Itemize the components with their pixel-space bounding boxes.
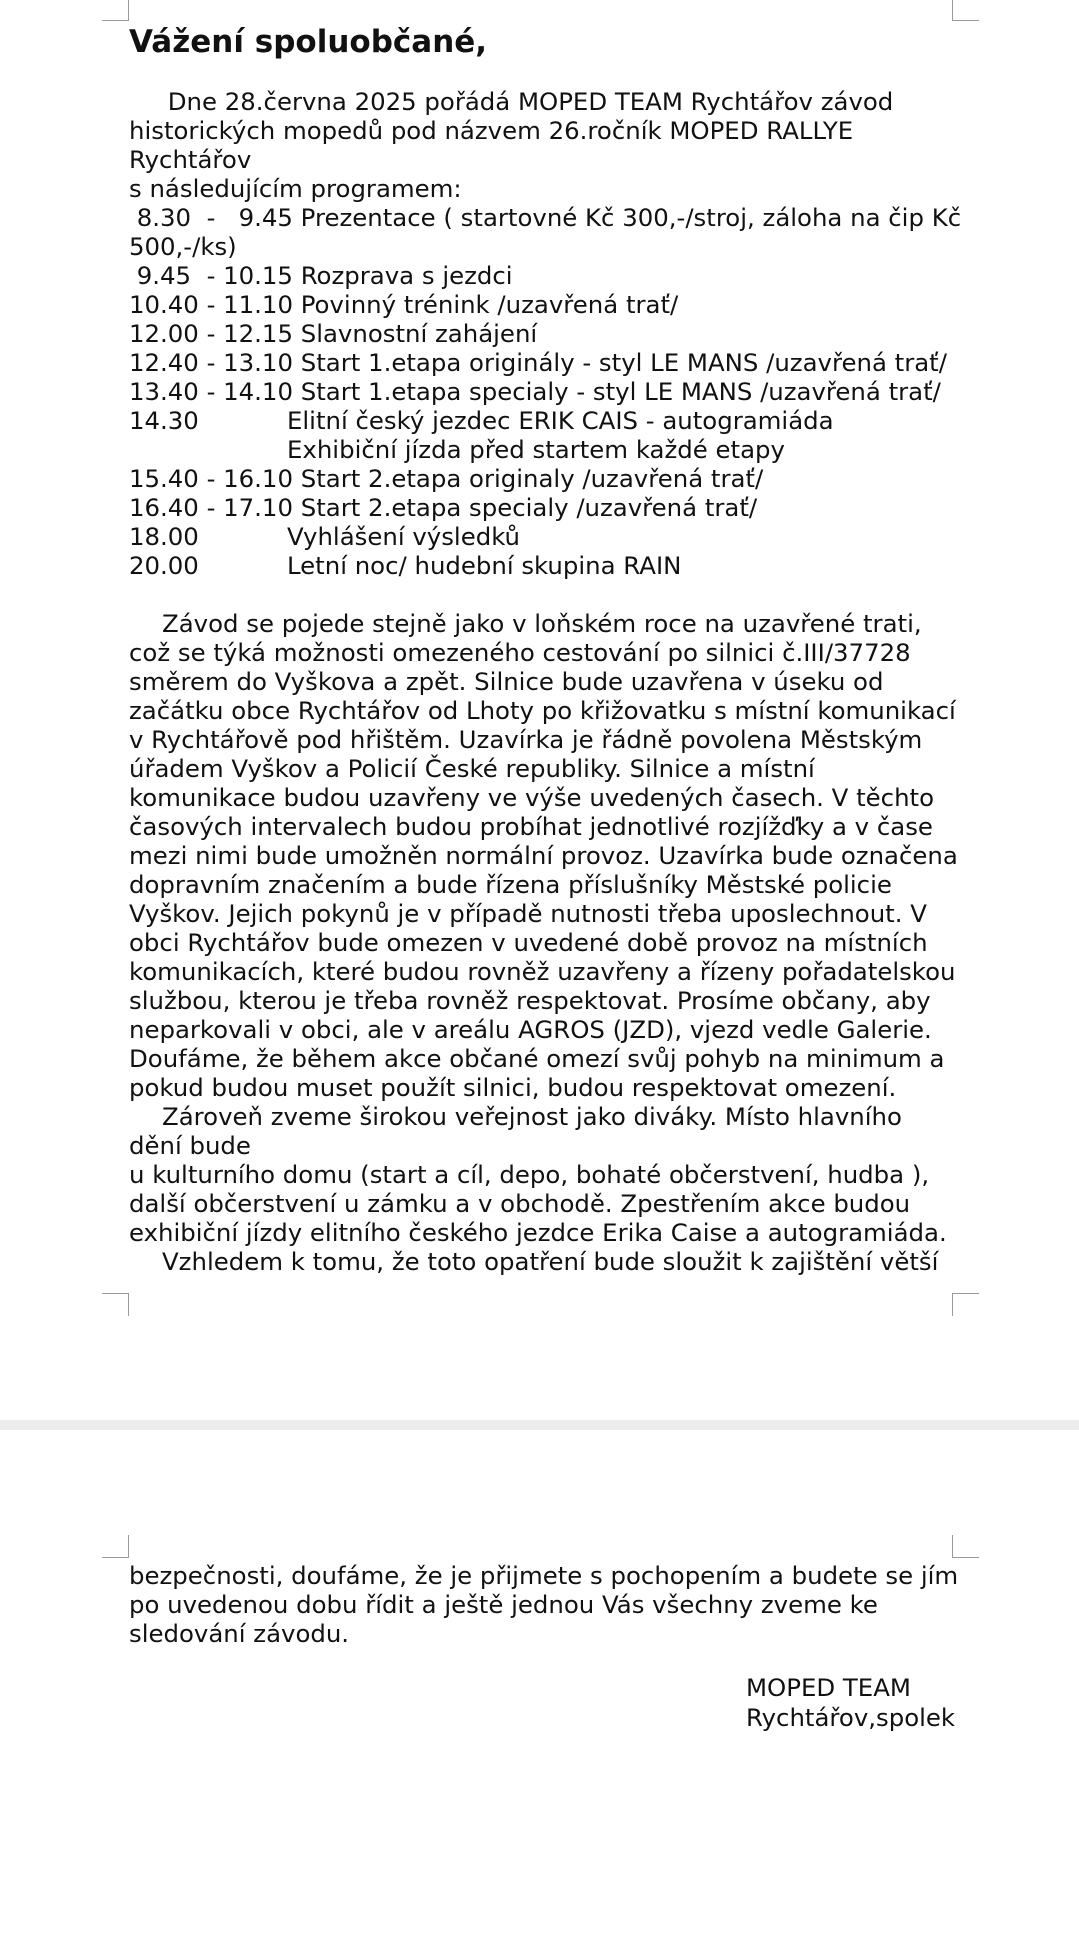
margin-corner-mark bbox=[952, 0, 979, 21]
program-item bbox=[129, 406, 959, 435]
program-activity: Slavnostní zahájení bbox=[292, 319, 538, 348]
margin-corner-mark bbox=[102, 1293, 129, 1316]
paragraph-closing-start: Vzhledem k tomu, že toto opatření bude sloužit k zajištění větší bbox=[162, 1247, 939, 1276]
program-item bbox=[129, 522, 959, 551]
program-activity: Start 2.etapa specialy /uzavřená trať/ bbox=[292, 493, 758, 522]
margin-corner-mark bbox=[102, 0, 129, 21]
paragraph-road-closure: Závod se pojede stejně jako v loňském roce na uzavřené trati, což se týká možnosti omezeného cestování po silnici č.III/37728 směrem do Vyškova a zpět. Silnice bude uzavřena v úseku od začátku obce Rychtářov od Lhoty po křižovatku s místní komunikací v Rychtářově pod hřištěm. Uzavírka je řádně povolena Městským úřadem Vyškov a Policií České republiky. Silnice a místní komunikace budou uzavřeny ve výše uvedených časech. V těchto časových intervalech budou probíhat jednotlivé rozjížďky a v čase mezi nimi bude umožněn normální provoz. Uzavírka bude označena dopravním značením a bude řízena příslušníky Městské policie Vyškov. Jejich pokynů je v případě nutnosti třeba uposlechnout. V obci Rychtářov bude omezen v uvedené době provoz na místních komunikacích, které budou rovněž uzavřeny a řízeny pořadatelskou službou, kterou je třeba rovněž respektovat. Prosíme občany, aby neparkovali v obci, ale v areálu AGROS (JZD), vjezd vedle Galerie. Doufáme, že během akce občané omezí svůj pohyb na minimum a pokud budou muset použít silnici, budou respektovat omezení. bbox=[129, 609, 958, 1102]
program-time: 20.00 bbox=[129, 551, 199, 580]
program-activity: Start 2.etapa originaly /uzavřená trať/ bbox=[292, 464, 764, 493]
program-time: 16.40 - 17.10 bbox=[129, 493, 293, 522]
program-activity: Start 1.etapa originály - styl LE MANS /uzavřená trať/ bbox=[292, 348, 947, 377]
program-item bbox=[129, 348, 959, 377]
signature-line: Rychtářov,spolek bbox=[746, 1703, 956, 1732]
program-time: 14.30 bbox=[129, 406, 199, 435]
program-time: 9.45 - 10.15 bbox=[129, 261, 293, 290]
program-time: 10.40 - 11.10 bbox=[129, 290, 293, 319]
program-activity: Start 1.etapa specialy - styl LE MANS /uzavřená trať/ bbox=[292, 377, 941, 406]
letter-body-continued bbox=[129, 1561, 959, 1648]
document-page-2 bbox=[0, 1430, 1079, 1945]
intro bbox=[129, 87, 959, 203]
margin-corner-mark bbox=[102, 1535, 129, 1558]
program-item-line: 500,-/ks) bbox=[129, 232, 237, 261]
intro-line: Dne 28.června 2025 pořádá MOPED TEAM Rychtářov závod bbox=[129, 87, 894, 116]
paragraph-closing-end: bezpečnosti, doufáme, že je přijmete s pochopením a budete se jím po uvedenou dobu řídit a ještě jednou Vás všechny zveme ke sledování závodu. bbox=[129, 1561, 959, 1648]
margin-corner-mark bbox=[952, 1535, 979, 1558]
intro-line: historických mopedů pod názvem 26.ročník MOPED RALLYE bbox=[129, 116, 854, 145]
program-activity: Letní noc/ hudební skupina RAIN bbox=[287, 551, 682, 580]
program-activity: Povinný trénink /uzavřená trať/ bbox=[292, 290, 679, 319]
greeting-heading: Vážení spoluobčané, bbox=[129, 24, 488, 60]
program-item bbox=[129, 319, 959, 348]
program-time: 13.40 - 14.10 bbox=[129, 377, 293, 406]
signature bbox=[746, 1673, 955, 1733]
program-activity: Elitní český jezdec ERIK CAIS - autogramiáda bbox=[287, 406, 834, 435]
intro-line: s následujícím programem: bbox=[129, 174, 462, 203]
program-time: 18.00 bbox=[129, 522, 199, 551]
intro-line: Rychtářov bbox=[129, 145, 252, 174]
program-activity: Vyhlášení výsledků bbox=[287, 522, 521, 551]
paragraph-invitation-first-line: Zároveň zveme širokou veřejnost jako diváky. Místo hlavního dění bude bbox=[129, 1102, 902, 1160]
program-activity-note: Exhibiční jízda před startem každé etapy bbox=[287, 435, 785, 464]
page-separator bbox=[0, 1420, 1079, 1430]
program-item bbox=[129, 493, 959, 522]
letter-body bbox=[129, 87, 962, 1276]
program-item bbox=[129, 551, 959, 580]
program-item bbox=[129, 464, 959, 493]
margin-corner-mark bbox=[952, 1293, 979, 1316]
program-schedule bbox=[129, 203, 962, 580]
program-item bbox=[129, 377, 959, 406]
program-time: 12.40 - 13.10 bbox=[129, 348, 293, 377]
paragraph-spacer bbox=[129, 580, 959, 609]
program-time: 15.40 - 16.10 bbox=[129, 464, 293, 493]
paragraph-invitation: u kulturního domu (start a cíl, depo, bohaté občerstvení, hudba ), další občerstvení u zámku a v obchodě. Zpestřením akce budou exhibiční jízdy elitního českého jezdce Erika Caise a autogramiáda. bbox=[129, 1160, 947, 1247]
program-activity: Rozprava s jezdci bbox=[292, 261, 513, 290]
program-time: 12.00 - 12.15 bbox=[129, 319, 293, 348]
program-item bbox=[129, 261, 959, 290]
program-item-line: 8.30 - 9.45 Prezentace ( startovné Kč 300,-/stroj, záloha na čip Kč bbox=[129, 203, 962, 232]
signature-line: MOPED TEAM bbox=[746, 1673, 911, 1702]
program-item bbox=[129, 290, 959, 319]
